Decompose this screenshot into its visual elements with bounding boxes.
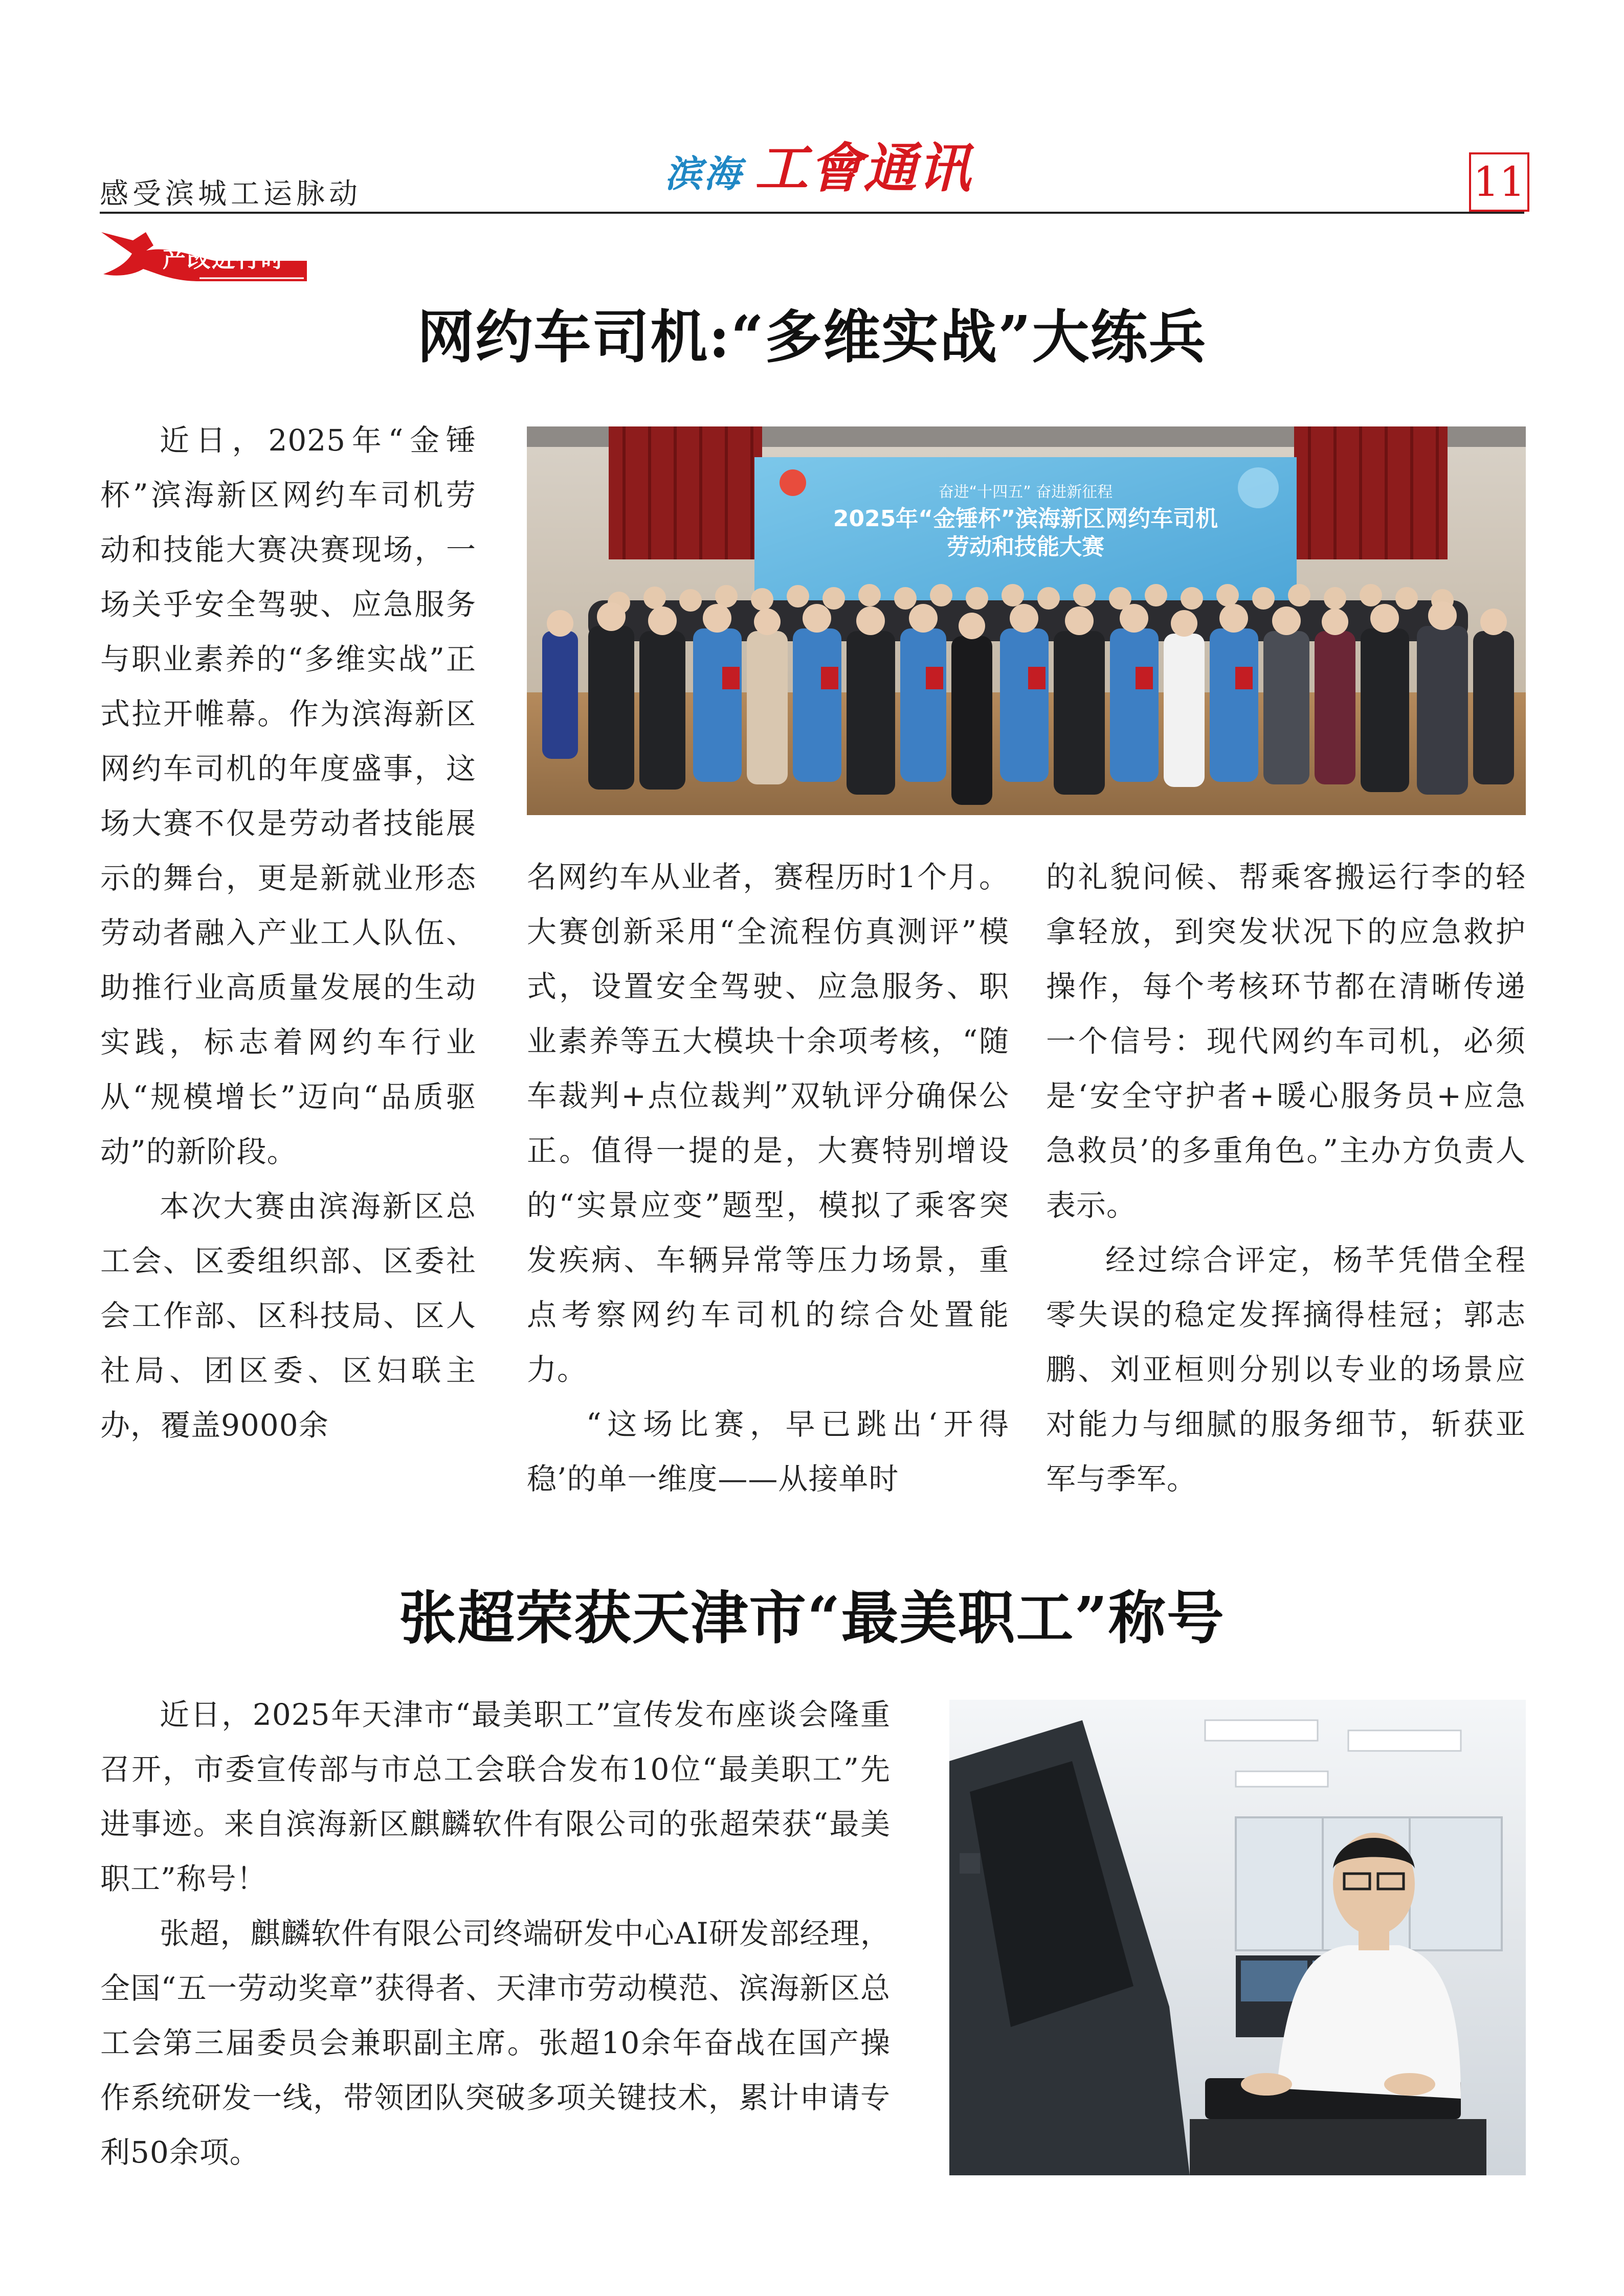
masthead-blue-text: 滨海 [665,152,743,195]
article2-headline: 张超荣获天津市“最美职工”称号 [399,1585,1225,1652]
screen-banner-line3: 劳动和技能大赛 [947,534,1104,560]
office-photo-illustration [949,1700,1526,2175]
article1-paragraph: 名网约车从业者，赛程历时1个月。大赛创新采用“全流程仿真测评”模式，设置安全驾驶、应急服务、职业素养等五大模块十余项考核，“随车裁判+点位裁判”双轨评分确保公正。值得一提的是，大赛特别增设的“实景应变”题型，模拟了乘客突发疾病、车辆异常等压力场景，重点考察网约车司机的综合处置能力。 [527,860,1009,1387]
section-title: 感受滨城工运脉动 [100,177,362,211]
article1-column-3 [1046,850,1526,1506]
article2-body [100,1687,891,2180]
group-photo-illustration [527,426,1526,815]
header-divider [100,212,1524,214]
competition-group-photo [527,426,1526,815]
article2-paragraph: 张超，麒麟软件有限公司终端研发中心AI研发部经理，全国“五一劳动奖章”获得者、天津市劳动模范、滨海新区总工会第三届委员会兼职副主席。张超10余年奋战在国产操作系统研发一线，带领团队突破多项关键技术，累计申请专利50余项。 [100,1916,891,2170]
article1-paragraph: 本次大赛由滨海新区总工会、区委组织部、区委社会工作部、区科技局、区人社局、团区委、区妇联主办，覆盖9000余 [100,1189,476,1443]
zhang-chao-photo [949,1700,1526,2175]
masthead-logo [665,125,972,202]
article2-paragraph: 近日，2025年天津市“最美职工”宣传发布座谈会隆重召开，市委宣传部与市总工会联合发布10位“最美职工”先进事迹。来自滨海新区麒麟软件有限公司的张超荣获“最美职工”称号！ [100,1697,891,1896]
masthead-red-text: 工會通讯 [755,137,972,199]
article1-paragraph: 经过综合评定，杨芊凭借全程零失误的稳定发挥摘得桂冠；郭志鹏、刘亚桓则分别以专业的场景应对能力与细腻的服务细节，斩获亚军与季军。 [1046,1243,1526,1496]
article1-paragraph: “这场比赛，早已跳出‘开得稳’的单一维度——从接单时 [527,1407,1009,1496]
article1-paragraph: 的礼貌问候、帮乘客搬运行李的轻拿轻放，到突发状况下的应急救护操作，每个考核环节都在清晰传递一个信号：现代网约车司机，必须是‘安全守护者+暖心服务员+应急急救员’的多重角色。”主办方负责人表示。 [1046,860,1526,1223]
article1-headline: 网约车司机:“多维实战”大练兵 [417,304,1207,371]
article1-paragraph: 近日，2025年“金锤杯”滨海新区网约车司机劳动和技能大赛决赛现场，一场关乎安全驾驶、应急服务与职业素养的“多维实战”正式拉开帷幕。作为滨海新区网约车司机的年度盛事，这场大赛不仅是劳动者技能展示的舞台，更是新就业形态劳动者融入产业工人队伍、助推行业高质量发展的生动实践，标志着网约车行业从“规模增长”迈向“品质驱动”的新阶段。 [100,423,476,1169]
tag-label: 产改进行时 [163,245,285,273]
article1-column-2 [527,850,1009,1506]
screen-banner-line1: 奋进“十四五” 奋进新征程 [938,483,1113,501]
page-number: 11 [1469,152,1529,212]
article1-column-1 [100,413,476,1453]
screen-banner-line2: 2025年“金锤杯”滨海新区网约车司机 [833,506,1218,532]
